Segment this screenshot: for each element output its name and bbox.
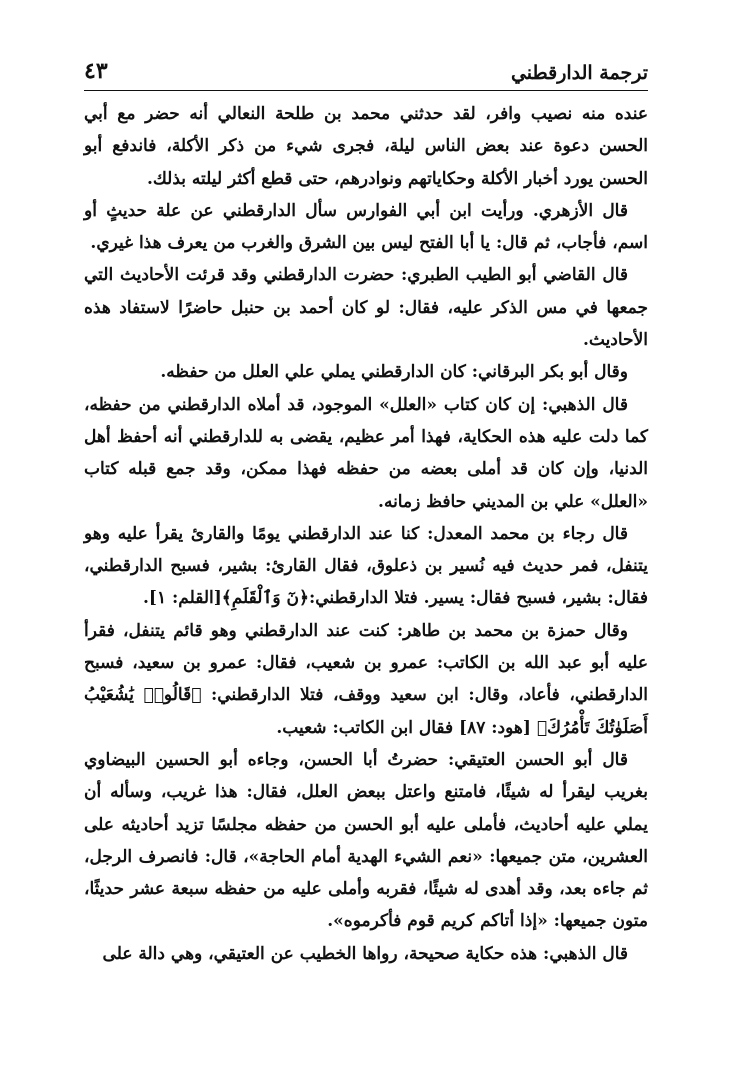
- header-rule: [84, 90, 648, 91]
- paragraph-9: قال الذهبي: هذه حكاية صحيحة، رواها الخطيب عن العتيقي، وهي دالة على: [102, 943, 628, 964]
- page-number: ٤٣: [84, 58, 108, 84]
- running-header: [84, 54, 648, 86]
- paragraph-6: قال رجاء بن محمد المعدل: كنا عند الدارقطني يومًا والقارئ يقرأ عليه وهو يتنفل، فمر حديث فيه نُسير بن ذعلوق، فقال القارئ: بشير، فسبح الدارقطني، فقال: بشير، فسبح فقال: يسير. فتلا الدارقطني:﴿نٓ وَٱلْقَلَمِ﴾[القلم: ١].: [84, 523, 648, 609]
- paragraph-4: وقال أبو بكر البرقاني: كان الدارقطني يملي علي العلل من حفظه.: [160, 362, 628, 383]
- paragraph-8: قال أبو الحسن العتيقي: حضرتُ أبا الحسن، وجاءه أبو الحسين البيضاوي بغريب ليقرأ له شيئًا، فامتنع واعتل ببعض العلل، فقال: هذا غريب، وسأله أن يملي عليه أحاديث، فأملى عليه أبو الحسن من حفظه مجلسًا تزيد أحاديثه على العشرين، متن جميعها: «نعم الشيء الهدية أمام الحاجة»، قال: فانصرف الرجل، ثم جاءه بعد، وقد أهدى له شيئًا، فقربه وأملى عليه من حفظه سبعة عشر حديثًا، متون جميعها: «إذا أتاكم كريم قوم فأكرموه».: [84, 749, 648, 932]
- paragraph-7: وقال حمزة بن محمد بن طاهر: كنت عند الدارقطني وهو قائم يتنفل، فقرأ عليه أبو عبد الله بن الكاتب: عمرو بن شعيب، فقال: عمرو بن سعيد، فسبح الدارقطني، فأعاد، وقال: ابن سعيد ووقف، فتلا الدارقطني: ﴿قَالُوا۟ يَٰشُعَيْبُ أَصَلَوٰتُكَ تَأْمُرُكَ﴾ [هود: ٨٧] فقال ابن الكاتب: شعيب.: [84, 620, 648, 738]
- running-title: ترجمة الدارقطني: [510, 62, 648, 84]
- page-body: [84, 98, 648, 1084]
- paragraph-1: عنده منه نصيب وافر، لقد حدثني محمد بن طلحة النعالي أنه حضر مع أبي الحسن دعوة عند بعض الناس ليلة، فجرى شيء من ذكر الأكلة، فاندفع أبو الحسن يورد أخبار الأكلة وحكاياتهم ونوادرهم، حتى قطع أكثر ليلته بذلك.: [84, 104, 648, 189]
- paragraph-3: قال القاضي أبو الطيب الطبري: حضرت الدارقطني وقد قرئت الأحاديث التي جمعها في مس الذكر عليه، فقال: لو كان أحمد بن حنبل حاضرًا لاستفاد هذه الأحاديث.: [84, 265, 648, 351]
- paragraph-2: قال الأزهري. ورأيت ابن أبي الفوارس سأل الدارقطني عن علة حديثٍ أو اسم، فأجاب، ثم قال: يا أبا الفتح ليس بين الشرق والغرب من يعرف هذا غيري.: [84, 200, 648, 254]
- paragraph-5: قال الذهبي: إن كان كتاب «العلل» الموجود، قد أملاه الدارقطني من حفظه، كما دلت عليه هذه الحكاية، فهذا أمر عظيم، يقضى به للدارقطني أنه أحفظ أهل الدنيا، وإن كان قد أملى بعضه من حفظه فهذا ممكن، وقد جمع قبله كتاب «العلل» علي بن المديني حافظ زمانه.: [84, 394, 648, 512]
